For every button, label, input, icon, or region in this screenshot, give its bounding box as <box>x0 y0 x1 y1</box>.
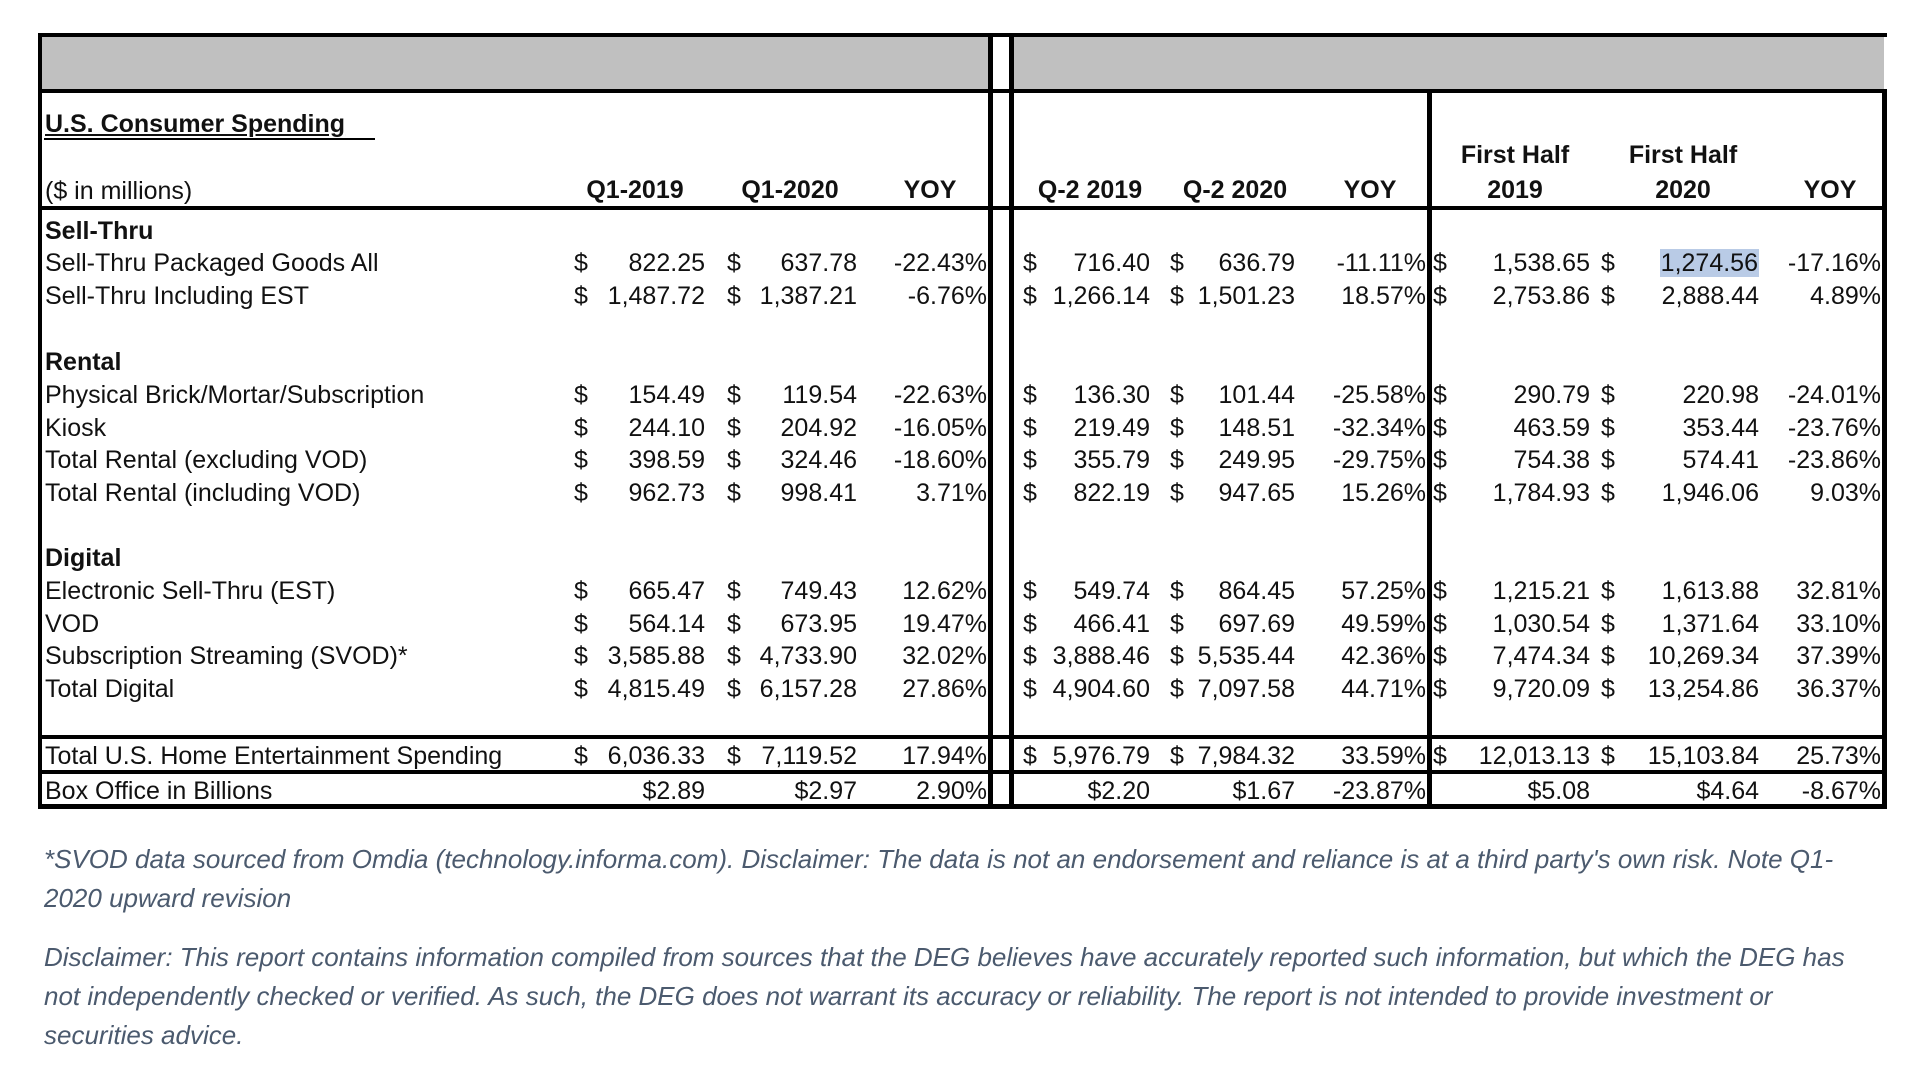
cell-q1-yoy: -18.60% <box>893 446 987 474</box>
cell-q1-2020: 673.95 <box>780 610 857 638</box>
cell-h1-yoy: -23.76% <box>1787 414 1881 442</box>
cell-q1-2019: 3,585.88 <box>607 642 705 670</box>
col-header-h1-2019-line1: First Half <box>1460 141 1570 169</box>
col-header-q1-yoy: YOY <box>903 176 957 204</box>
box-office-q1-2019: $2.89 <box>642 777 705 805</box>
cell-q2-2020: 148.51 <box>1218 414 1295 442</box>
cell-h1-2019: 1,030.54 <box>1492 610 1590 638</box>
cell-q2-2019: 5,976.79 <box>1052 742 1150 770</box>
cell-q1-yoy: -22.63% <box>893 381 987 409</box>
currency-symbol: $ <box>1433 742 1447 770</box>
cell-h1-yoy: 36.37% <box>1796 675 1881 703</box>
cell-q1-yoy: 17.94% <box>902 742 987 770</box>
report-title: U.S. Consumer Spending <box>45 110 346 138</box>
cell-h1-2020 <box>1630 248 1759 278</box>
cell-q2-yoy: -32.34% <box>1332 414 1426 442</box>
cell-h1-2020: 13,254.86 <box>1647 675 1759 703</box>
cell-q2-2020: 947.65 <box>1218 479 1295 507</box>
currency-symbol: $ <box>574 446 588 474</box>
frame-right <box>1882 90 1887 809</box>
row-label: Total Rental (excluding VOD) <box>45 446 368 474</box>
cell-h1-2019: 754.38 <box>1513 446 1590 474</box>
cell-q1-2020: 119.54 <box>782 381 857 409</box>
cell-q1-2019: 962.73 <box>628 479 705 507</box>
divider-q2-h1 <box>1427 90 1432 809</box>
divider-q1-q2-a <box>988 33 993 809</box>
currency-symbol: $ <box>1023 282 1037 310</box>
row-label: Sell-Thru Including EST <box>45 282 310 310</box>
box-office-q2-2019: $2.20 <box>1087 777 1150 805</box>
row-label: Kiosk <box>45 414 107 442</box>
cell-q1-2019: 244.10 <box>628 414 705 442</box>
currency-symbol: $ <box>1433 479 1447 507</box>
cell-h1-yoy: 33.10% <box>1796 610 1881 638</box>
cell-q2-yoy: -25.58% <box>1332 381 1426 409</box>
currency-symbol: $ <box>1170 610 1184 638</box>
currency-symbol: $ <box>727 577 741 605</box>
currency-symbol: $ <box>1601 675 1615 703</box>
currency-symbol: $ <box>1601 610 1615 638</box>
col-header-q2-yoy: YOY <box>1343 176 1397 204</box>
cell-q1-2019: 564.14 <box>628 610 705 638</box>
currency-symbol: $ <box>727 675 741 703</box>
cell-q2-2019: 822.19 <box>1073 479 1150 507</box>
cell-h1-yoy: -17.16% <box>1787 249 1881 277</box>
col-header-q2-2019: Q-2 2019 <box>1037 176 1143 204</box>
cell-q2-2019: 716.40 <box>1073 249 1150 277</box>
cell-q1-2019: 822.25 <box>628 249 705 277</box>
currency-symbol: $ <box>1170 479 1184 507</box>
cell-h1-2019: 2,753.86 <box>1492 282 1590 310</box>
cell-q2-yoy: -11.11% <box>1336 249 1426 277</box>
cell-h1-2019: 9,720.09 <box>1492 675 1590 703</box>
header-band-bottom-line <box>38 89 1887 93</box>
box-office-h1-2019: $5.08 <box>1527 777 1590 805</box>
currency-symbol: $ <box>574 381 588 409</box>
cell-h1-2020: 353.44 <box>1682 414 1759 442</box>
cell-q1-2020: 749.43 <box>780 577 857 605</box>
currency-symbol: $ <box>1023 675 1037 703</box>
cell-q2-2019: 549.74 <box>1073 577 1150 605</box>
col-header-h1-2020-line2: 2020 <box>1655 176 1711 204</box>
currency-symbol: $ <box>1601 446 1615 474</box>
currency-symbol: $ <box>727 610 741 638</box>
cell-q1-yoy: 27.86% <box>902 675 987 703</box>
row-label: Sell-Thru Packaged Goods All <box>45 249 379 277</box>
cell-h1-yoy: -24.01% <box>1787 381 1881 409</box>
currency-symbol: $ <box>1023 249 1037 277</box>
report-disclaimer: Disclaimer: This report contains information compiled from sources that the DEG believes have accurately reported such information, but which the DEG has not independently checked or verified. As such, the DEG does not warrant its accuracy or reliability. The report is not intended to provide investment or securities advice. <box>44 942 1845 1050</box>
cell-q1-yoy: 19.47% <box>902 610 987 638</box>
cell-q1-2019: 1,487.72 <box>607 282 705 310</box>
currency-symbol: $ <box>727 742 741 770</box>
cell-q1-yoy: 12.62% <box>902 577 987 605</box>
currency-symbol: $ <box>727 414 741 442</box>
currency-symbol: $ <box>574 414 588 442</box>
cell-h1-2019: 1,538.65 <box>1492 249 1590 277</box>
cell-q1-2020: 637.78 <box>780 249 857 277</box>
cell-q2-yoy: 33.59% <box>1341 742 1426 770</box>
cell-h1-yoy: 25.73% <box>1796 742 1881 770</box>
selected-cell-text[interactable]: 1,274.56 <box>1660 249 1758 277</box>
col-header-h1-yoy: YOY <box>1803 176 1857 204</box>
cell-h1-2020: 1,613.88 <box>1661 577 1759 605</box>
svod-footnote: *SVOD data sourced from Omdia (technology.informa.com). Disclaimer: The data is not an endorsement and reliance is at a third party's own risk. Note Q1-2020 upward revision <box>44 844 1834 913</box>
col-header-q1-2020: Q1-2020 <box>741 176 839 204</box>
header-band-right <box>1013 36 1884 91</box>
currency-symbol: $ <box>574 479 588 507</box>
currency-symbol: $ <box>1170 642 1184 670</box>
currency-symbol: $ <box>1601 742 1615 770</box>
frame-top <box>38 33 1887 37</box>
cell-q2-yoy: -29.75% <box>1332 446 1426 474</box>
currency-symbol: $ <box>1601 381 1615 409</box>
cell-q2-2019: 3,888.46 <box>1052 642 1150 670</box>
cell-h1-2020: 10,269.34 <box>1647 642 1759 670</box>
divider-q1-q2-b <box>1009 33 1014 809</box>
section-sell-thru: Sell-Thru <box>45 217 154 245</box>
cell-q1-yoy: 3.71% <box>916 479 987 507</box>
currency-symbol: $ <box>727 446 741 474</box>
currency-symbol: $ <box>1170 446 1184 474</box>
currency-symbol: $ <box>1433 282 1447 310</box>
currency-symbol: $ <box>1433 675 1447 703</box>
cell-h1-2019: 12,013.13 <box>1478 742 1590 770</box>
cell-h1-2020: 1,946.06 <box>1661 479 1759 507</box>
title-underline <box>44 138 375 140</box>
row-label: Subscription Streaming (SVOD)* <box>45 642 408 670</box>
cell-q2-2020: 636.79 <box>1218 249 1295 277</box>
currency-symbol: $ <box>1023 742 1037 770</box>
currency-symbol: $ <box>1170 675 1184 703</box>
cell-q2-yoy: 57.25% <box>1341 577 1426 605</box>
cell-q1-yoy: -22.43% <box>893 249 987 277</box>
cell-q1-2020: 204.92 <box>780 414 857 442</box>
col-header-h1-2019-line2: 2019 <box>1487 176 1543 204</box>
cell-h1-yoy: -23.86% <box>1787 446 1881 474</box>
box-office-label: Box Office in Billions <box>45 777 273 805</box>
cell-q2-yoy: 44.71% <box>1341 675 1426 703</box>
cell-q1-2019: 398.59 <box>628 446 705 474</box>
row-label: Total Rental (including VOD) <box>45 479 361 507</box>
frame-left <box>38 33 42 809</box>
cell-h1-2019: 1,215.21 <box>1492 577 1590 605</box>
currency-symbol: $ <box>1023 381 1037 409</box>
cell-q1-2019: 665.47 <box>628 577 705 605</box>
cell-q2-2019: 136.30 <box>1073 381 1150 409</box>
cell-q2-2019: 355.79 <box>1073 446 1150 474</box>
cell-h1-yoy: 4.89% <box>1810 282 1881 310</box>
header-bottom-line <box>38 206 1887 210</box>
units-label: ($ in millions) <box>45 177 193 205</box>
cell-q1-2019: 4,815.49 <box>607 675 705 703</box>
row-label: Physical Brick/Mortar/Subscription <box>45 381 425 409</box>
box-office-h1-2020: $4.64 <box>1696 777 1759 805</box>
currency-symbol: $ <box>727 479 741 507</box>
currency-symbol: $ <box>1170 414 1184 442</box>
box-office-q1-2020: $2.97 <box>794 777 857 805</box>
cell-h1-yoy: 37.39% <box>1796 642 1881 670</box>
header-band-left <box>40 36 992 91</box>
row-label: VOD <box>45 610 100 638</box>
cell-h1-2020: 574.41 <box>1682 446 1759 474</box>
cell-q2-yoy: 18.57% <box>1341 282 1426 310</box>
total-top-line <box>38 735 1887 739</box>
cell-h1-2020: 220.98 <box>1682 381 1759 409</box>
cell-q1-2019: 6,036.33 <box>607 742 705 770</box>
currency-symbol: $ <box>1023 610 1037 638</box>
box-office-q2-2020: $1.67 <box>1232 777 1295 805</box>
currency-symbol: $ <box>1170 381 1184 409</box>
cell-h1-2019: 463.59 <box>1513 414 1590 442</box>
cell-h1-yoy: 9.03% <box>1810 479 1881 507</box>
cell-h1-2020: 15,103.84 <box>1647 742 1759 770</box>
row-label: Electronic Sell-Thru (EST) <box>45 577 336 605</box>
section-digital: Digital <box>45 544 122 572</box>
currency-symbol: $ <box>1170 742 1184 770</box>
currency-symbol: $ <box>1433 577 1447 605</box>
currency-symbol: $ <box>1170 577 1184 605</box>
cell-q2-2020: 5,535.44 <box>1197 642 1295 670</box>
currency-symbol: $ <box>574 675 588 703</box>
row-label: Total U.S. Home Entertainment Spending <box>45 742 503 770</box>
cell-q1-yoy: -6.76% <box>907 282 987 310</box>
currency-symbol: $ <box>1433 414 1447 442</box>
cell-q2-yoy: 49.59% <box>1341 610 1426 638</box>
currency-symbol: $ <box>1433 642 1447 670</box>
cell-q2-2019: 4,904.60 <box>1052 675 1150 703</box>
cell-q1-2020: 4,733.90 <box>759 642 857 670</box>
cell-h1-2019: 290.79 <box>1513 381 1590 409</box>
cell-h1-2020: 2,888.44 <box>1661 282 1759 310</box>
currency-symbol: $ <box>574 249 588 277</box>
row-label: Total Digital <box>45 675 175 703</box>
cell-q1-2020: 998.41 <box>780 479 857 507</box>
cell-q1-yoy: 32.02% <box>902 642 987 670</box>
currency-symbol: $ <box>1433 610 1447 638</box>
currency-symbol: $ <box>1023 642 1037 670</box>
currency-symbol: $ <box>1601 249 1615 277</box>
cell-q1-yoy: -16.05% <box>893 414 987 442</box>
currency-symbol: $ <box>1023 577 1037 605</box>
currency-symbol: $ <box>574 742 588 770</box>
cell-h1-2019: 7,474.34 <box>1492 642 1590 670</box>
col-header-h1-2020-line1: First Half <box>1628 141 1738 169</box>
box-office-q2-yoy: -23.87% <box>1332 777 1426 805</box>
currency-symbol: $ <box>727 642 741 670</box>
cell-q2-2020: 697.69 <box>1218 610 1295 638</box>
cell-q2-yoy: 15.26% <box>1341 479 1426 507</box>
cell-q1-2019: 154.49 <box>628 381 705 409</box>
cell-q2-2020: 864.45 <box>1218 577 1295 605</box>
col-header-q2-2020: Q-2 2020 <box>1182 176 1288 204</box>
currency-symbol: $ <box>1023 414 1037 442</box>
box-office-h1-yoy: -8.67% <box>1801 777 1881 805</box>
cell-h1-yoy: 32.81% <box>1796 577 1881 605</box>
currency-symbol: $ <box>727 381 741 409</box>
currency-symbol: $ <box>1170 249 1184 277</box>
box-office-q1-yoy: 2.90% <box>916 777 987 805</box>
currency-symbol: $ <box>1433 446 1447 474</box>
cell-q1-2020: 1,387.21 <box>759 282 857 310</box>
currency-symbol: $ <box>574 610 588 638</box>
cell-q2-2020: 7,984.32 <box>1197 742 1295 770</box>
cell-q1-2020: 324.46 <box>780 446 857 474</box>
cell-q2-2020: 1,501.23 <box>1197 282 1295 310</box>
currency-symbol: $ <box>574 642 588 670</box>
cell-q2-yoy: 42.36% <box>1341 642 1426 670</box>
currency-symbol: $ <box>1601 642 1615 670</box>
cell-q2-2020: 249.95 <box>1218 446 1295 474</box>
currency-symbol: $ <box>574 577 588 605</box>
currency-symbol: $ <box>1601 282 1615 310</box>
cell-q2-2020: 101.44 <box>1218 381 1295 409</box>
currency-symbol: $ <box>727 249 741 277</box>
currency-symbol: $ <box>1601 414 1615 442</box>
currency-symbol: $ <box>1433 381 1447 409</box>
cell-q2-2020: 7,097.58 <box>1197 675 1295 703</box>
cell-q1-2020: 7,119.52 <box>761 742 857 770</box>
cell-q2-2019: 219.49 <box>1073 414 1150 442</box>
cell-q2-2019: 1,266.14 <box>1052 282 1150 310</box>
currency-symbol: $ <box>1601 479 1615 507</box>
currency-symbol: $ <box>1433 249 1447 277</box>
currency-symbol: $ <box>727 282 741 310</box>
cell-q2-2019: 466.41 <box>1073 610 1150 638</box>
col-header-q1-2019: Q1-2019 <box>586 176 684 204</box>
currency-symbol: $ <box>574 282 588 310</box>
cell-q1-2020: 6,157.28 <box>759 675 857 703</box>
section-rental: Rental <box>45 348 122 376</box>
currency-symbol: $ <box>1023 446 1037 474</box>
currency-symbol: $ <box>1170 282 1184 310</box>
cell-h1-2020: 1,371.64 <box>1661 610 1759 638</box>
cell-h1-2019: 1,784.93 <box>1492 479 1590 507</box>
currency-symbol: $ <box>1023 479 1037 507</box>
currency-symbol: $ <box>1601 577 1615 605</box>
